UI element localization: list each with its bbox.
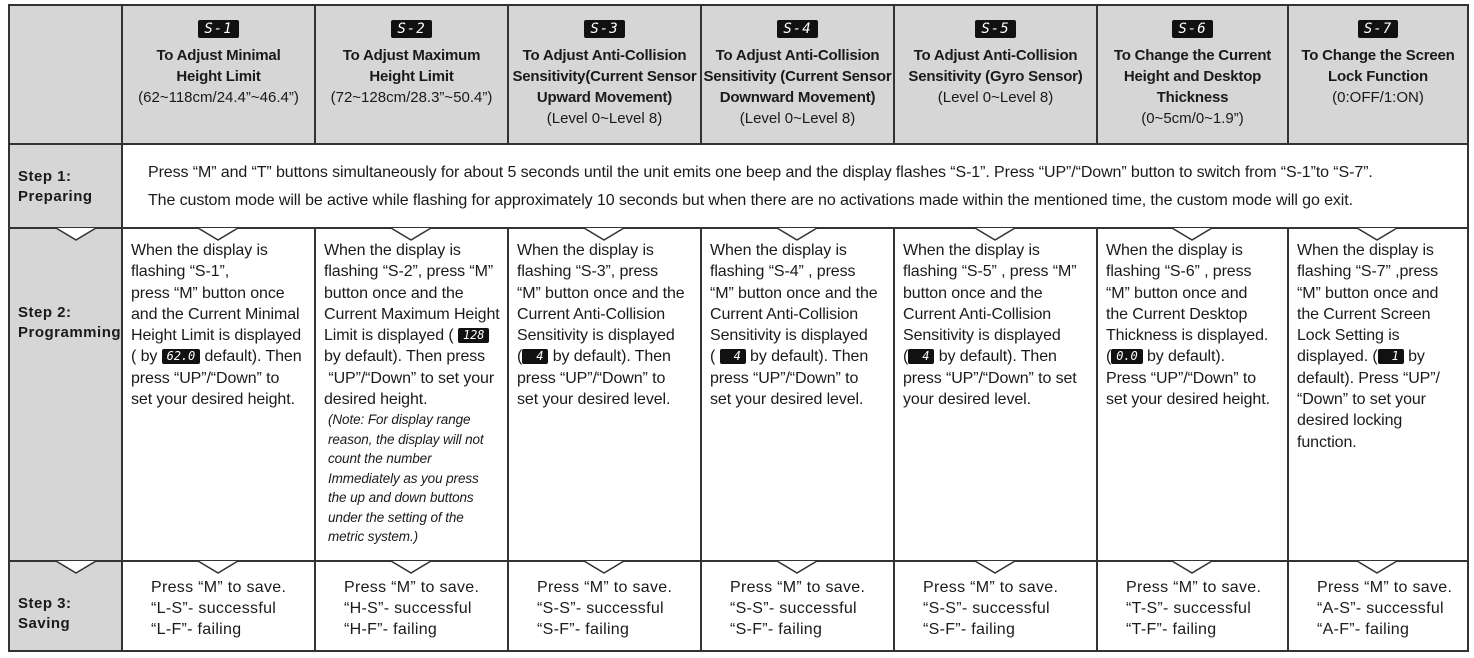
default-display-value: 1 — [1378, 349, 1404, 364]
programming-text-line: default). Press “UP”/ — [1297, 369, 1440, 387]
programming-text-fragment: ( — [517, 348, 523, 366]
saving-text-line: Press “M” to save. — [537, 579, 673, 596]
programming-text-fragment: by — [1403, 348, 1425, 366]
programming-text-fragment: displayed. ( — [1297, 348, 1378, 366]
programming-cell-s5 — [903, 229, 1094, 560]
programming-text-line: Sensitivity is displayed — [710, 327, 868, 345]
column-divider — [314, 6, 316, 143]
programming-text-line: press “UP”/“Down” to — [710, 369, 859, 387]
header-title-line: To Adjust Anti-Collision — [913, 47, 1078, 64]
mode-code-badge: S-2 — [391, 20, 431, 38]
row-arrow-icon — [584, 227, 624, 241]
saving-text-line: “S-F”- failing — [923, 621, 1016, 638]
row-arrow-icon — [975, 227, 1015, 241]
header-cell-s2 — [316, 6, 507, 143]
programming-display-line — [903, 346, 1094, 367]
header-title-line: To Adjust Anti-Collision — [715, 47, 880, 64]
programming-text-line: flashing “S-7” ,press — [1297, 263, 1439, 281]
programming-text-line: the Current Screen — [1297, 305, 1431, 323]
programming-note-line: the up and down buttons — [328, 490, 474, 506]
step3-number: Step 3: — [18, 595, 72, 612]
column-divider — [1287, 6, 1289, 143]
saving-text-line: “L-S”- successful — [151, 600, 277, 617]
row-arrow-icon — [391, 560, 431, 574]
programming-display-line — [517, 346, 698, 367]
programming-text-line: “M” button once and the — [517, 284, 685, 302]
programming-text-line: Current Anti-Collision — [903, 305, 1052, 323]
header-title-line: To Adjust Minimal — [156, 47, 281, 64]
header-title-line: Sensitivity (Gyro Sensor) — [908, 68, 1083, 85]
programming-text-line: set your desired height. — [1106, 391, 1270, 409]
programming-text-fragment: by default). Then — [934, 348, 1057, 366]
programming-text-fragment: by default). Then — [548, 348, 671, 366]
saving-text-line: Press “M” to save. — [151, 579, 287, 596]
programming-text-line: When the display is — [1297, 242, 1434, 259]
header-range: (72~128cm/28.3”~50.4”) — [330, 89, 493, 106]
saving-cell-s4 — [730, 562, 891, 650]
row-arrow-icon — [198, 560, 238, 574]
programming-text-line: flashing “S-4” , press — [710, 263, 856, 281]
mode-code-badge: S-4 — [777, 20, 817, 38]
programming-text-line: When the display is — [324, 242, 461, 259]
header-title-line: To Change the Screen — [1301, 47, 1455, 64]
header-title-line: To Adjust Maximum — [342, 47, 481, 64]
header-title-line: Sensitivity (Current Sensor — [703, 68, 892, 85]
preparing-line-2: The custom mode will be active while flashing for approximately 10 seconds but when there are no activations made within the mentioned time, the custom mode will go exit. — [148, 192, 1353, 209]
programming-text-line: set your desired level. — [710, 391, 864, 409]
default-display-value: 62.0 — [162, 349, 201, 364]
programming-note-line: (Note: For display range — [328, 412, 471, 428]
row-arrow-icon — [56, 560, 96, 574]
programming-text-fragment: ( — [710, 348, 720, 366]
header-title-line: To Adjust Anti-Collision — [522, 47, 687, 64]
programming-text-line: button once and the — [903, 284, 1043, 302]
saving-text-line: “S-S”- successful — [923, 600, 1050, 617]
saving-text-line: “S-F”- failing — [537, 621, 630, 638]
mode-code-badge: S-5 — [975, 20, 1015, 38]
header-title-line: Downward Movement) — [719, 89, 876, 106]
programming-text-line: press “UP”/“Down” to — [131, 369, 280, 387]
programming-text-line: Current Anti-Collision — [517, 305, 666, 323]
header-title-line: Height and Desktop — [1123, 68, 1262, 85]
programming-note-line: metric system.) — [328, 529, 419, 545]
programming-text-line: When the display is — [131, 242, 268, 259]
row-arrow-icon — [391, 227, 431, 241]
programming-display-line — [324, 325, 505, 346]
programming-text-line: desired locking — [1297, 412, 1403, 430]
programming-text-line: Height Limit is displayed — [131, 327, 302, 345]
saving-cell-s2 — [344, 562, 505, 650]
programming-text-line: When the display is — [1106, 242, 1243, 259]
programming-text-fragment: ( — [1106, 348, 1112, 366]
programming-cell-s4 — [710, 229, 891, 560]
row-arrow-icon — [198, 227, 238, 241]
saving-text-line: Press “M” to save. — [923, 579, 1059, 596]
programming-text-line: press “M” button once — [131, 284, 285, 302]
row-arrow-icon — [777, 560, 817, 574]
mode-code-badge: S-3 — [584, 20, 624, 38]
programming-note-line: reason, the display will not — [328, 431, 484, 447]
header-title-line: Thickness — [1156, 89, 1229, 106]
saving-cell-s6 — [1126, 562, 1285, 650]
saving-cell-s1 — [151, 562, 312, 650]
programming-text-line: set your desired height. — [131, 391, 295, 409]
row-arrow-icon — [584, 560, 624, 574]
row-arrow-icon — [1172, 227, 1212, 241]
programming-text-line: When the display is — [517, 242, 654, 259]
programming-text-line: flashing “S-5” , press “M” — [903, 263, 1077, 281]
row-arrow-icon — [1357, 560, 1397, 574]
programming-text-line: by default). Then press — [324, 348, 486, 366]
programming-text-line: When the display is — [710, 242, 847, 259]
preparing-line-1: Press “M” and “T” buttons simultaneously for about 5 seconds until the unit emits one beep and the display flashes “S-1”. Press “UP”/“Down” button to switch from “S-1”to “S-7”. — [148, 164, 1373, 181]
step3-label — [18, 594, 72, 634]
programming-text-fragment: Limit is displayed ( — [324, 327, 458, 345]
programming-text-line: flashing “S-3”, press — [517, 263, 659, 281]
mode-code-badge: S-1 — [198, 20, 238, 38]
saving-text-line: Press “M” to save. — [1126, 579, 1262, 596]
saving-cell-s5 — [923, 562, 1094, 650]
default-display-value: 4 — [522, 349, 548, 364]
programming-cell-s1 — [131, 229, 312, 560]
column-divider — [1287, 227, 1289, 650]
programming-text-line: Press “UP”/“Down” to — [1106, 369, 1257, 387]
programming-text-line: and the Current Minimal — [131, 305, 300, 323]
saving-cell-s3 — [537, 562, 698, 650]
saving-text-line: “T-S”- successful — [1126, 600, 1252, 617]
programming-text-fragment: by default). Then — [745, 348, 869, 366]
programming-text-line: “M” button once and the — [710, 284, 878, 302]
programming-display-line — [1106, 346, 1285, 367]
programming-text-fragment: by default). — [1142, 348, 1225, 366]
saving-text-line: “H-F”- failing — [344, 621, 438, 638]
row-arrow-icon — [1172, 560, 1212, 574]
programming-text-line: button once and the — [324, 284, 464, 302]
row-arrow-icon — [56, 227, 96, 241]
programming-text-line: press “UP”/“Down” to set — [903, 369, 1077, 387]
column-divider — [700, 227, 702, 650]
instruction-table — [8, 4, 1469, 652]
column-divider — [507, 6, 509, 143]
row-divider — [10, 143, 1467, 145]
programming-text-line: Current Anti-Collision — [710, 305, 859, 323]
default-display-value: 0.0 — [1111, 349, 1142, 364]
step3-name: Saving — [18, 615, 71, 632]
step1-number: Step 1: — [18, 168, 72, 185]
header-range: (Level 0~Level 8) — [739, 110, 856, 127]
row-arrow-icon — [975, 560, 1015, 574]
step2-label — [18, 303, 121, 343]
saving-text-line: “H-S”- successful — [344, 600, 472, 617]
programming-text-line: the Current Desktop — [1106, 305, 1248, 323]
programming-text-line: press “UP”/“Down” to — [517, 369, 666, 387]
programming-text-fragment: default). Then — [200, 348, 302, 366]
header-cell-s4 — [702, 6, 893, 143]
header-cell-s1 — [123, 6, 314, 143]
programming-note-line: Immediately as you press — [328, 470, 479, 486]
programming-note-line: count the number — [328, 451, 432, 467]
programming-text-line: function. — [1297, 433, 1357, 451]
programming-cell-s6 — [1106, 229, 1285, 560]
programming-display-line — [131, 346, 312, 367]
column-divider — [314, 227, 316, 650]
row-arrow-icon — [1357, 227, 1397, 241]
column-divider — [893, 6, 895, 143]
step1-name: Preparing — [18, 188, 93, 205]
saving-text-line: Press “M” to save. — [1317, 579, 1453, 596]
default-display-value: 4 — [908, 349, 934, 364]
programming-text-line: “M” button once and — [1106, 284, 1248, 302]
saving-text-line: “S-S”- successful — [537, 600, 664, 617]
saving-text-line: “L-F”- failing — [151, 621, 242, 638]
saving-text-line: “S-F”- failing — [730, 621, 823, 638]
header-title-line: Lock Function — [1328, 68, 1428, 85]
header-title-line: Height Limit — [369, 68, 454, 85]
programming-text-line: Thickness is displayed. — [1106, 327, 1269, 345]
saving-text-line: Press “M” to save. — [730, 579, 866, 596]
programming-text-fragment: ( by — [131, 348, 162, 366]
saving-text-line: “A-F”- failing — [1317, 621, 1410, 638]
header-range: (Level 0~Level 8) — [937, 89, 1054, 106]
header-range: (62~118cm/24.4”~46.4”) — [138, 89, 299, 106]
column-divider — [507, 227, 509, 650]
mode-code-badge: S-6 — [1172, 20, 1212, 38]
programming-text-line: When the display is — [903, 242, 1040, 259]
saving-text-line: Press “M” to save. — [344, 579, 480, 596]
programming-text-line: set your desired level. — [517, 391, 671, 409]
header-cell-s6 — [1098, 6, 1287, 143]
column-divider — [700, 6, 702, 143]
mode-code-badge: S-7 — [1358, 20, 1398, 38]
step2-number: Step 2: — [18, 304, 72, 321]
saving-text-line: “A-S”- successful — [1317, 600, 1444, 617]
header-title-line: Upward Movement) — [536, 89, 673, 106]
programming-cell-s3 — [517, 229, 698, 560]
header-range: (0:OFF/1:ON) — [1332, 89, 1424, 106]
programming-text-line: your desired level. — [903, 391, 1031, 409]
header-title-line: To Change the Current — [1113, 47, 1272, 64]
saving-text-line: “T-F”- failing — [1126, 621, 1217, 638]
column-divider — [1096, 6, 1098, 143]
header-cell-s5 — [895, 6, 1096, 143]
header-cell-s3 — [509, 6, 700, 143]
programming-text-line: Current Maximum Height — [324, 305, 500, 323]
programming-display-line — [710, 346, 891, 367]
programming-cell-s7 — [1297, 229, 1465, 560]
header-title-line: Sensitivity(Current Sensor — [512, 68, 697, 85]
step2-name: Programming — [18, 324, 122, 341]
programming-text-line: flashing “S-2”, press “M” — [324, 263, 494, 281]
programming-text-line: “M” button once and — [1297, 284, 1439, 302]
column-divider — [1096, 227, 1098, 650]
programming-note-line: under the setting of the — [328, 509, 464, 525]
header-title-line: Height Limit — [176, 68, 261, 85]
header-cell-s7 — [1289, 6, 1467, 143]
programming-text-line: flashing “S-6” , press — [1106, 263, 1252, 281]
programming-text-line: desired height. — [324, 391, 428, 409]
programming-text-line: “UP”/“Down” to set your — [324, 369, 495, 387]
programming-cell-s2 — [324, 229, 505, 560]
programming-text-fragment: ( — [903, 348, 909, 366]
column-divider — [893, 227, 895, 650]
saving-cell-s7 — [1317, 562, 1465, 650]
preparing-text — [148, 159, 1373, 215]
programming-text-line: Lock Setting is — [1297, 327, 1400, 345]
saving-text-line: “S-S”- successful — [730, 600, 857, 617]
programming-display-line — [1297, 346, 1465, 367]
row-arrow-icon — [777, 227, 817, 241]
default-display-value: 128 — [458, 328, 489, 343]
programming-text-line: flashing “S-1”, — [131, 263, 230, 281]
header-range: (0~5cm/0~1.9”) — [1141, 110, 1244, 127]
programming-text-line: Sensitivity is displayed — [517, 327, 675, 345]
default-display-value: 4 — [720, 349, 746, 364]
programming-text-line: Sensitivity is displayed — [903, 327, 1061, 345]
step1-label — [18, 167, 93, 207]
programming-text-line: “Down” to set your — [1297, 391, 1426, 409]
header-range: (Level 0~Level 8) — [546, 110, 663, 127]
